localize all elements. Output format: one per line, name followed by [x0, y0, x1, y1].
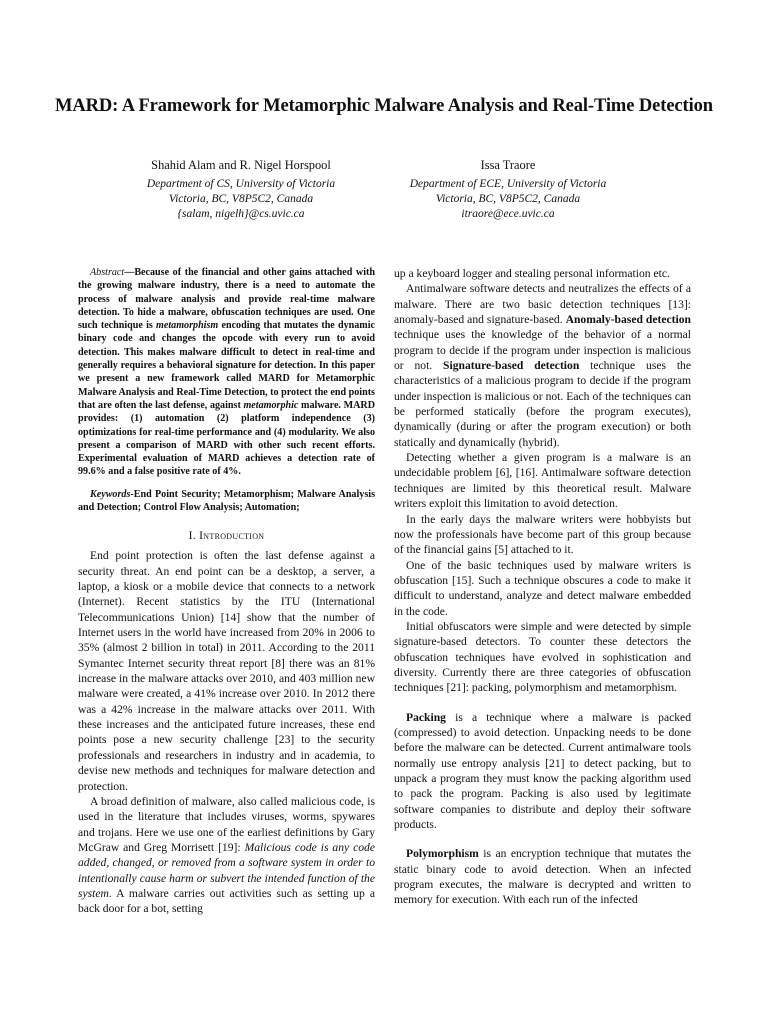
- abstract: [78, 266, 375, 479]
- intro-paragraph-7: Initial obfuscators were simple and were detected by simple signature-based detectors. To counter these detectors the obfuscation techniques have evolved in sophistication and diversity. Currently there are three categories of obfuscation techniques [21]: packing, polymorphism and metamorphism.: [394, 619, 691, 695]
- author-location: Victoria, BC, V8P5C2, Canada: [168, 193, 314, 205]
- paper-title: MARD: A Framework for Metamorphic Malware Analysis and Real-Time Detection: [55, 96, 713, 116]
- author-names: Issa Traore: [480, 158, 536, 172]
- author-email: itraore@ece.uvic.ca: [461, 208, 555, 220]
- paragraph-text: technique uses the characteristics of a malicious program to decide if the program under inspection is malicious or not. Each of the techniques can be performed statically (before the program executes), dynamically (during or after the program execution) or both statically and dynamically (hybrid).: [394, 359, 691, 449]
- paragraph-text: is an encryption technique that mutates the static binary code to avoid detection. When an infected program executes, the malware is decrypted and written to memory for execution. With each run of the infected: [394, 847, 691, 907]
- term-signature-based: Signature-based detection: [443, 359, 580, 373]
- intro-paragraph-4: Detecting whether a given program is a malware is an undecidable problem [6], [16]. Antimalware software detection techniques are limited by this theoretical result. Malware writers exploit this limitation to avoid detection.: [394, 451, 691, 511]
- keywords-label: Keywords: [90, 488, 131, 500]
- section-heading-introduction: I. Introduction: [188, 529, 265, 543]
- paragraph-text: . A malware carries out activities such as setting up a back door for a bot, setting: [78, 886, 375, 916]
- polymorphism-paragraph: [394, 846, 691, 907]
- term-packing: Packing: [406, 710, 446, 724]
- malware-definition-quote: Malicious code is any code added, changed, or removed from a software system in order to intentionally cause harm or subvert the intended function of the system: [78, 840, 375, 900]
- abstract-text-1: —Because of the financial and other gains attached with the growing malware industry, there is a need to automate the process of malware analysis and provide real-time malware detection. To hide a malware, obfuscation techniques are used. One such technique is: [78, 267, 375, 332]
- author-names: Shahid Alam and R. Nigel Horspool: [151, 158, 331, 172]
- intro-paragraph-continued: up a keyboard logger and stealing personal information etc.: [394, 267, 670, 280]
- paragraph-text: technique uses the knowledge of the behavior of a normal program to decide if the program under inspection is malicious or not.: [394, 328, 691, 373]
- abstract-text-2: encoding that mutates the dynamic binary code and changes the opcode with every run to avoid detection. This makes malware difficult to detect in real-time and generally requires a behavioral signature for detection. In this paper we present a new framework called MARD for Metamorphic Malware Analysis and Real-Time Detection, to protect the end points that are often the last defense, against: [78, 320, 375, 411]
- paragraph-text: Antimalware software detects and neutralizes the effects of a malware. There are two basic detection techniques [13]: anomaly-based and signature-based.: [394, 282, 691, 327]
- intro-paragraph-1: End point protection is often the last defense against a security threat. An end point can be a desktop, a server, a laptop, a kiosk or a mobile device that connects to a network (Internet). Recent statistics by the ITU (International Telecommunications Union) [14] show that the number of Internet users in the world have increased from 20% in 2006 to 35% (almost 2 billion in total) in 2011. According to the 2011 Symantec Internet security threat report [8] there was an 81% increase in the malware attacks over 2010, and 403 million new malware were created, a 41% increase over 2010. In 2012 there was a 42% increase in the malware attacks over 2011. With these increases and the anticipated future increases, these end points pose a new security challenge [23] to the security professionals and researchers in industry and in academia, to devise new methods and techniques for malware detection and protection.: [78, 549, 375, 793]
- abstract-text-3: malware. MARD provides: (1) automation (2) platform independence (3) optimizations for real-time performance and (4) modularity. We also present a comparison of MARD with other such recent efforts. Experimental evaluation of MARD achieves a detection rate of 99.6% and a false positive rate of 4%.: [78, 399, 375, 478]
- author-location: Victoria, BC, V8P5C2, Canada: [435, 193, 581, 205]
- intro-paragraph-2: [78, 794, 375, 917]
- paragraph-text: A broad definition of malware, also called malicious code, is used in the literature that includes viruses, worms, spywares and trojans. Here we use one of the earliest definitions by Gary McGraw and Greg Morrisett [19]:: [78, 794, 375, 854]
- paragraph-text: is a technique where a malware is packed (compressed) to avoid detection. Unpacking needs to be done before the malware can be detected. Current antimalware tools normally use entropy analysis [21] to detect packing, but to unpack a program they must know the packing algorithm used to pack the program. Packing is also used by legitimate software companies to distribute and deploy their software products.: [394, 710, 691, 832]
- author-department: Department of ECE, University of Victoria: [409, 178, 607, 190]
- left-column: [78, 266, 375, 917]
- intro-paragraph-5: In the early days the malware writers were hobbyists but now the professionals have become part of this group because of the financial gains [5] attached to it.: [394, 512, 691, 557]
- term-anomaly-based: Anomaly-based detection: [565, 313, 691, 327]
- packing-paragraph: [394, 710, 691, 833]
- term-polymorphism: Polymorphism: [406, 847, 479, 861]
- keywords-text: -End Point Security; Metamorphism; Malware Analysis and Detection; Control Flow Analysis; Automation;: [78, 488, 375, 514]
- abstract-emphasis-1: metamorphism: [156, 320, 219, 332]
- right-column: [394, 266, 691, 908]
- abstract-emphasis-2: metamorphic: [243, 399, 299, 411]
- abstract-label: Abstract: [90, 267, 125, 278]
- keywords: [78, 488, 375, 515]
- author-block-1: [91, 158, 391, 222]
- author-email: {salam, nigelh}@cs.uvic.ca: [177, 208, 305, 220]
- author-department: Department of CS, University of Victoria: [146, 178, 336, 190]
- intro-paragraph-6: One of the basic techniques used by malware writers is obfuscation [15]. Such a technique obscures a code to make it difficult to understand, analyze and detect malware embedded in the code.: [394, 558, 691, 618]
- author-block-2: [358, 158, 658, 222]
- intro-paragraph-3: [394, 281, 691, 450]
